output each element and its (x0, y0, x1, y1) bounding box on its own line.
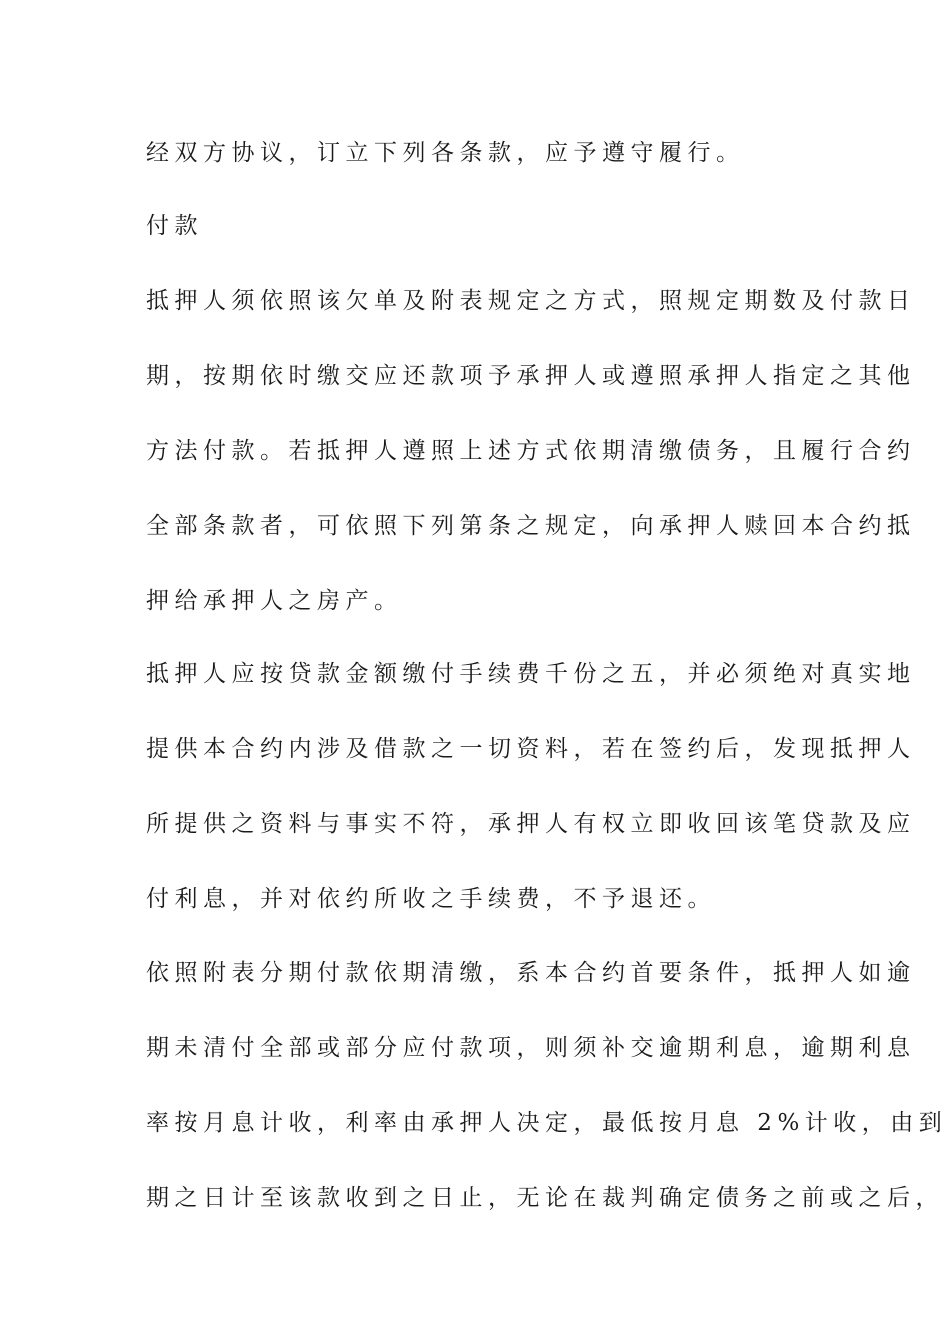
text-line: 期，按期依时缴交应还款项予承押人或遵照承押人指定之其他 (146, 363, 916, 389)
text-line: 抵押人应按贷款金额缴付手续费千份之五，并必须绝对真实地 (146, 661, 916, 687)
text-line: 期之日计至该款收到之日止，无论在裁判确定债务之前或之后， (146, 1185, 944, 1211)
section-heading-payment: 付款 (146, 213, 203, 239)
text-line: 依照附表分期付款依期清缴，系本合约首要条件，抵押人如逾 (146, 960, 916, 986)
text-line: 提供本合约内涉及借款之一切资料，若在签约后，发现抵押人 (146, 736, 916, 762)
text-line: 率按月息计收，利率由承押人决定，最低按月息 2%计收，由到 (146, 1110, 948, 1136)
text-line: 抵押人须依照该欠单及附表规定之方式，照规定期数及付款日 (146, 288, 916, 314)
text-line-intro: 经双方协议，订立下列各条款，应予遵守履行。 (146, 140, 745, 166)
text-line: 方法付款。若抵押人遵照上述方式依期清缴债务，且履行合约 (146, 438, 916, 464)
text-line: 付利息，并对依约所收之手续费，不予退还。 (146, 886, 716, 912)
text-line: 期未清付全部或部分应付款项，则须补交逾期利息，逾期利息 (146, 1035, 916, 1061)
text-line: 押给承押人之房产。 (146, 588, 403, 614)
text-line: 全部条款者，可依照下列第条之规定，向承押人赎回本合约抵 (146, 513, 916, 539)
text-line: 所提供之资料与事实不符，承押人有权立即收回该笔贷款及应 (146, 811, 916, 837)
